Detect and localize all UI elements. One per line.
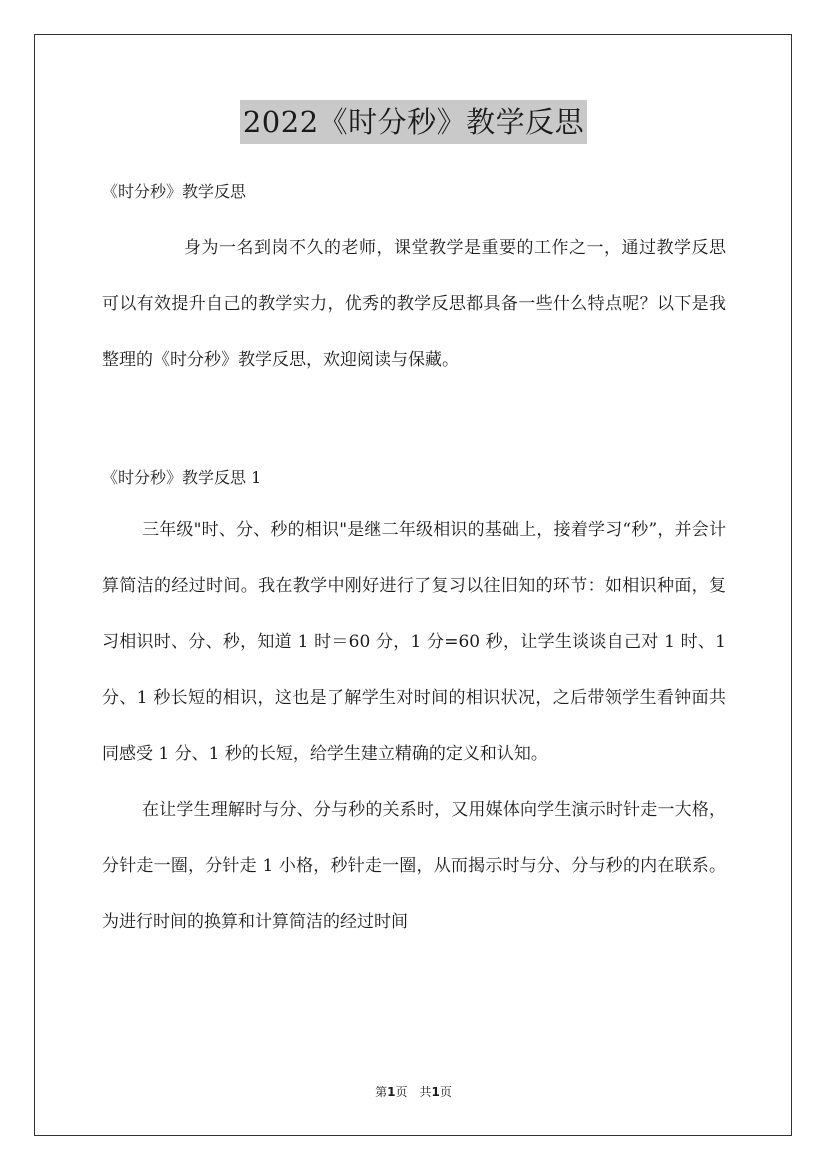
footer-page-current: 1: [387, 1085, 396, 1099]
section1-paragraph-1: 三年级"时、分、秒的相识"是继二年级相识的基础上，接着学习“秒”，并会计算简洁的经过时间。我在教学中刚好进行了复习以往旧知的环节：如相识种面，复习相识时、分、秒，知道 1 时＝60 分，1 分=60 秒，让学生谈谈自己对 1 时、1 分、1 秒长短的相识，这也是了解学生对时间的相识状况，之后带领学生看钟面共同感受 1 分、1 秒的长短，给学生建立精确的定义和认知。: [102, 520, 726, 764]
footer-page-mid: 页 共: [395, 1085, 432, 1099]
section1-paragraph-2: 在让学生理解时与分、分与秒的关系时，又用媒体向学生演示时针走一大格，分针走一圈，分针走 1 小格，秒针走一圈，从而揭示时与分、分与秒的内在联系。为进行时间的换算和计算简洁的经过时间: [102, 800, 726, 932]
section1-heading: 《时分秒》教学反思 1: [102, 468, 262, 487]
document-title: [0, 100, 827, 144]
footer-page-suffix: 页: [439, 1085, 452, 1099]
intro-paragraph: 身为一名到岗不久的老师，课堂教学是重要的工作之一，通过教学反思可以有效提升自己的教学实力，优秀的教学反思都具备一些什么特点呢？以下是我整理的《时分秒》教学反思，欢迎阅读与保藏。: [102, 238, 726, 370]
document-body: [102, 170, 726, 950]
intro-heading: 《时分秒》教学反思: [102, 182, 247, 201]
document-title-text: 2022《时分秒》教学反思: [240, 100, 587, 144]
page-footer: [0, 1083, 827, 1100]
footer-page-total: 1: [431, 1085, 440, 1099]
section-spacer: [102, 388, 726, 456]
footer-page-prefix: 第: [375, 1085, 388, 1099]
